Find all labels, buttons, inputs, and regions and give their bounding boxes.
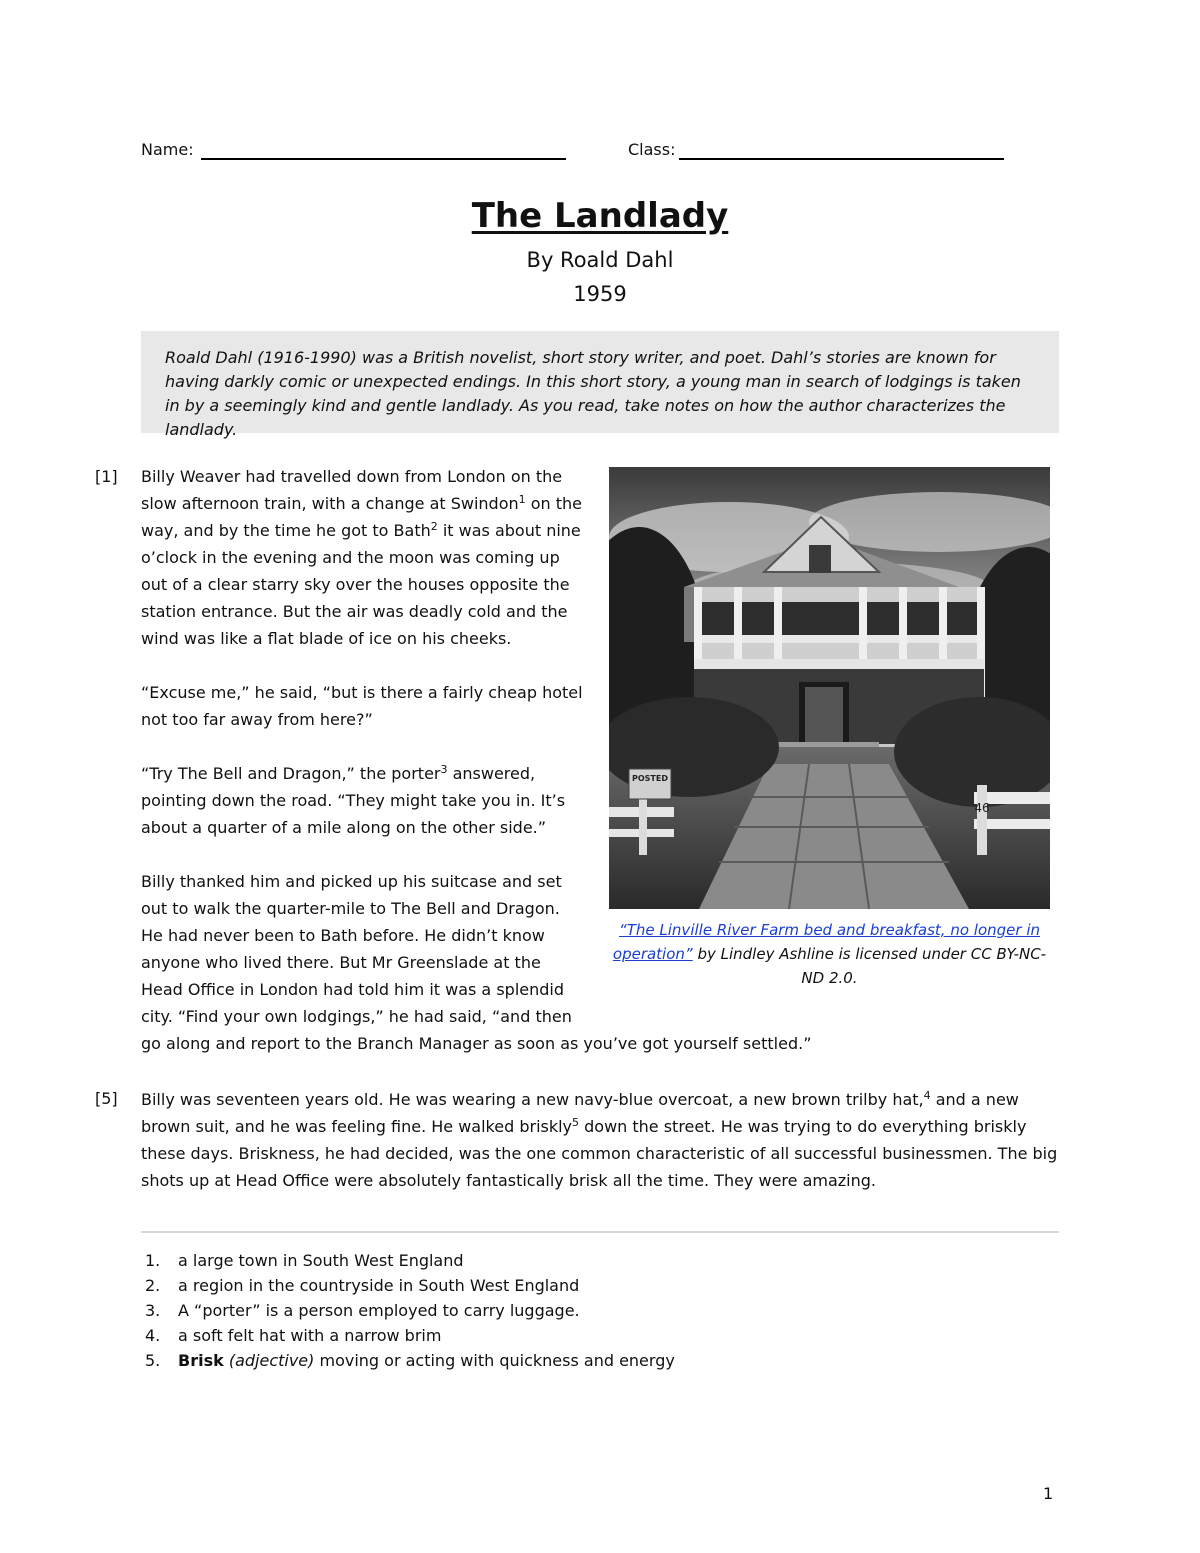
- name-field-line[interactable]: [201, 158, 566, 160]
- caption-credit: by Lindley Ashline is licensed under CC BY-NC-ND 2.0.: [692, 945, 1047, 987]
- footnote-ref-4[interactable]: 4: [923, 1089, 931, 1102]
- p1-text-a: Billy Weaver had travelled down from London on the slow afternoon train, with a change at Swindon: [141, 467, 563, 513]
- footnote-ref-5[interactable]: 5: [572, 1116, 580, 1129]
- footnote-ref-1[interactable]: 1: [518, 493, 526, 506]
- p3-text-b: answered, pointing down the road. “They might take you in. It’s about a quarter of a mile along on the other side.”: [141, 764, 566, 837]
- farmhouse-photo: [609, 467, 1050, 909]
- author-byline: By Roald Dahl: [526, 248, 674, 272]
- footnote-text: a region in the countryside in South West England: [178, 1276, 580, 1295]
- footnote-number: 3.: [145, 1301, 161, 1320]
- footnote-item: [145, 1348, 675, 1373]
- footnote-text: moving or acting with quickness and energy: [314, 1351, 675, 1370]
- p5-text-a: Billy was seventeen years old. He was wearing a new navy-blue overcoat, a new brown trilby hat,: [141, 1090, 924, 1109]
- sign-text: POSTED: [632, 774, 668, 783]
- footnote-number: 1.: [145, 1251, 161, 1270]
- p5-text-b: and a new brown suit, and he was feeling fine. He walked briskly: [141, 1090, 1019, 1136]
- paragraph-5: [141, 1086, 1061, 1194]
- paragraph-3: [141, 760, 586, 841]
- p3-text-a: “Try The Bell and Dragon,” the porter: [141, 764, 441, 783]
- name-label: Name:: [141, 140, 194, 159]
- paragraph-4-end: go along and report to the Branch Manager as soon as you’ve got yourself settled.”: [141, 1034, 812, 1053]
- paragraph-4-continued: [141, 1030, 1061, 1057]
- footnote-term: Brisk: [178, 1351, 224, 1370]
- fence-number: 46: [974, 801, 990, 815]
- page-number: 1: [1043, 1484, 1054, 1503]
- intro-box: [141, 331, 1059, 439]
- footnote-number: 4.: [145, 1326, 161, 1345]
- page-title: The Landlady: [471, 196, 729, 236]
- story-column: [141, 463, 586, 1030]
- publication-year: 1959: [573, 282, 627, 306]
- footnote-divider: [141, 1231, 1059, 1233]
- p1-text-c: it was about nine o’clock in the evening and the moon was coming up out of a clear starry sky over the houses opposite the station entrance. But the air was deadly cold and the wind was like a flat blade of ice on his cheeks.: [141, 521, 581, 648]
- paragraph-1: [141, 463, 586, 652]
- paragraph-2: “Excuse me,” he said, “but is there a fairly cheap hotel not too far away from here?”: [141, 683, 583, 729]
- paragraph-number: [1]: [95, 467, 118, 486]
- footnote-item: [145, 1273, 675, 1298]
- footnote-part-of-speech: (adjective): [228, 1351, 315, 1370]
- footnote-item: [145, 1323, 675, 1348]
- footnote-list: [145, 1248, 675, 1373]
- image-caption: [609, 918, 1050, 990]
- p1-text-b: on the way, and by the time he got to Bath: [141, 494, 582, 540]
- footnote-text: A “porter” is a person employed to carry luggage.: [178, 1301, 580, 1320]
- footnote-number: 5.: [145, 1351, 161, 1370]
- name-class-row: [141, 140, 1011, 162]
- intro-text: Roald Dahl (1916-1990) was a British novelist, short story writer, and poet. Dahl’s stories are known for having darkly comic or unexpected endings. In this short story, a young man in search of lodgings is taken in by a seemingly kind and gentle landlady. As you read, take notes on how the author characterizes the landlady.: [165, 348, 1021, 439]
- class-label: Class:: [628, 140, 676, 159]
- footnote-number: 2.: [145, 1276, 161, 1295]
- caption-link[interactable]: “The Linville River Farm bed and breakfast, no longer in operation”: [612, 921, 1041, 963]
- footnote-text: a large town in South West England: [178, 1251, 464, 1270]
- footnote-item: [145, 1248, 675, 1273]
- p5-text-c: down the street. He was trying to do everything briskly these days. Briskness, he had decided, was the one common characteristic of all successful businessmen. The big shots up at Head Office were absolutely fantastically brisk all the time. They were amazing.: [141, 1117, 1058, 1190]
- footnote-item: [145, 1298, 675, 1323]
- footnote-ref-3[interactable]: 3: [440, 763, 448, 776]
- paragraph-number: [5]: [95, 1089, 118, 1108]
- footnote-text: a soft felt hat with a narrow brim: [178, 1326, 442, 1345]
- class-field-line[interactable]: [679, 158, 1004, 160]
- footnote-ref-2[interactable]: 2: [430, 520, 438, 533]
- paragraph-4: Billy thanked him and picked up his suitcase and set out to walk the quarter-mile to The Bell and Dragon. He had never been to Bath before. He didn’t know anyone who lived there. But Mr Greenslade at the Head Office in London had told him it was a splendid city. “Find your own lodgings,” he had said, “and then: [141, 872, 572, 1026]
